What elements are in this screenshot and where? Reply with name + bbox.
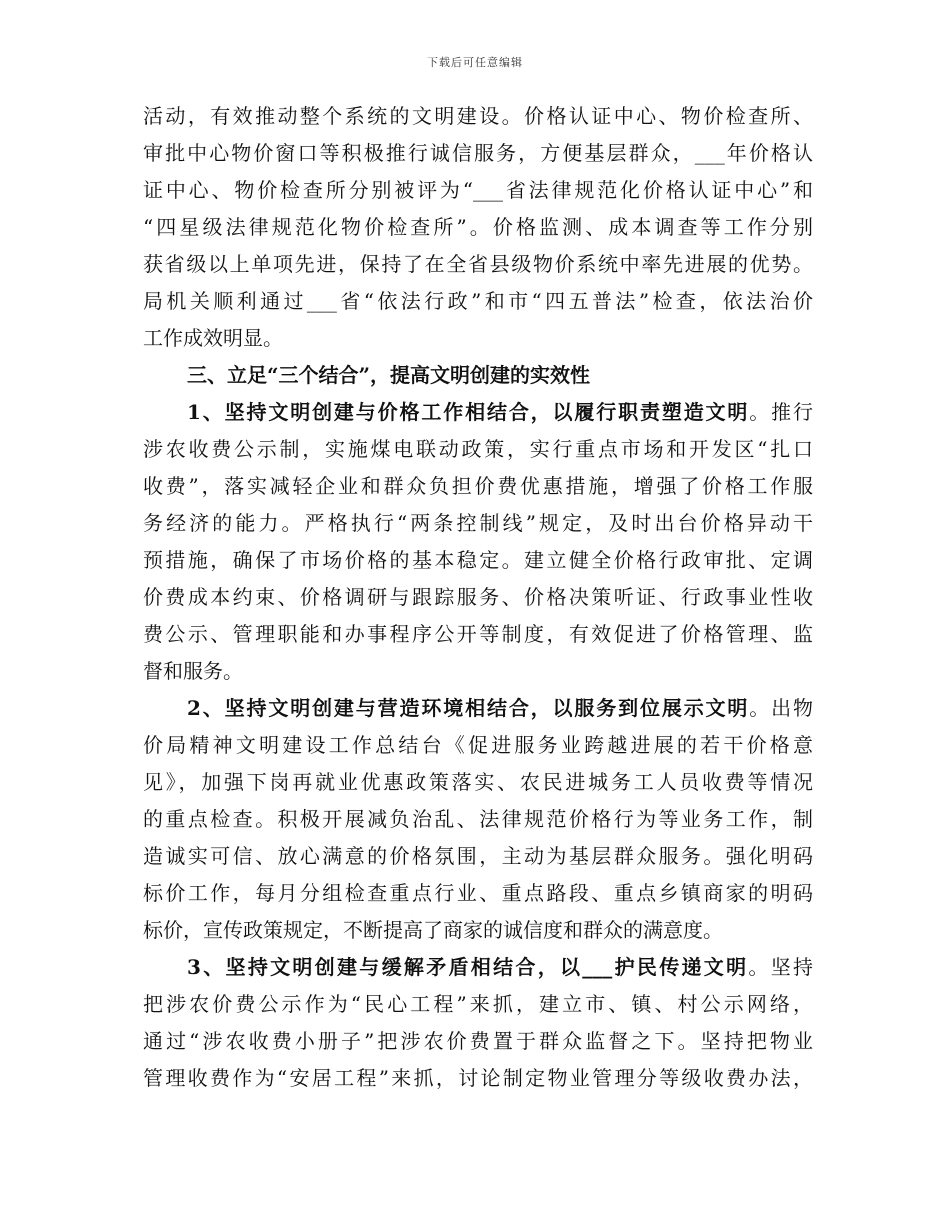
paragraph-item-1 xyxy=(143,394,813,690)
text-line: 费公示、管理职能和办事程序公开等制度，有效促进了价格管理、监 xyxy=(143,622,813,646)
text-line: 收费”，落实减轻企业和群众负担价费优惠措施，增强了价格工作服 xyxy=(143,474,813,498)
item-lead-bold: 1、坚持文明创建与价格工作相结合，以履行职责塑造文明 xyxy=(187,400,750,424)
item-lead-line xyxy=(143,949,813,986)
text-line: 局机关顺利通过___省“依法行政”和市“四五普法”检查，依法治价 xyxy=(143,289,813,313)
text-line: 获省级以上单项先进，保持了在全省县级物价系统中率先进展的优势。 xyxy=(143,252,813,276)
item-lead-tail: 。推行 xyxy=(749,400,814,424)
text-line: 价费成本约束、价格调研与跟踪服务、价格决策听证、行政事业性收 xyxy=(143,585,813,609)
page-header-note: 下载后可任意编辑 xyxy=(427,56,523,69)
text-line: 涉农收费公示制，实施煤电联动政策，实行重点市场和开发区“扎口 xyxy=(143,437,813,461)
text-line: 标价，宣传政策规定，不断提高了商家的诚信度和群众的满意度。 xyxy=(143,918,723,942)
text-line: 价局精神文明建设工作总结台《促进服务业跨越进展的若干价格意 xyxy=(143,733,813,757)
section-heading: 三、立足“三个结合”，提高文明创建的实效性 xyxy=(187,363,591,387)
item-lead-tail: 。出物 xyxy=(749,696,814,720)
item-lead-bold: 3、坚持文明创建与缓解矛盾相结合，以___护民传递文明 xyxy=(187,955,749,979)
text-line: 把涉农价费公示作为“民心工程”来抓，建立市、镇、村公示网络， xyxy=(143,992,813,1016)
text-line: 证中心、物价检查所分别被评为“___省法律规范化价格认证中心”和 xyxy=(143,178,813,202)
text-line: 造诚实可信、放心满意的价格氛围，主动为基层群众服务。强化明码 xyxy=(143,844,813,868)
paragraph-item-2 xyxy=(143,690,813,949)
text-line: 审批中心物价窗口等积极推行诚信服务，方便基层群众，___年价格认 xyxy=(143,141,813,165)
text-line: 通过“涉农收费小册子”把涉农价费置于群众监督之下。坚持把物业 xyxy=(143,1029,813,1053)
text-line: 督和服务。 xyxy=(143,659,243,683)
text-line: 见》，加强下岗再就业优惠政策落实、农民进城务工人员收费等情况 xyxy=(143,770,813,794)
item-lead-line xyxy=(143,690,813,727)
text-line: 工作成效明显。 xyxy=(143,326,283,350)
text-line: 务经济的能力。严格执行“两条控制线”规定，及时出台价格异动干 xyxy=(143,511,813,535)
document-body xyxy=(143,98,813,1097)
paragraph-item-3 xyxy=(143,949,813,1097)
text-line: 管理收费作为“安居工程”来抓，讨论制定物业管理分等级收费办法， xyxy=(143,1066,813,1090)
item-lead-line xyxy=(143,394,813,431)
text-line: 活动，有效推动整个系统的文明建设。价格认证中心、物价检查所、 xyxy=(143,104,813,128)
item-lead-tail: 。坚持 xyxy=(748,955,814,979)
text-line: 标价工作，每月分组检查重点行业、重点路段、重点乡镇商家的明码 xyxy=(143,881,813,905)
text-line: 的重点检查。积极开展减负治乱、法律规范价格行为等业务工作，制 xyxy=(143,807,813,831)
item-lead-bold: 2、坚持文明创建与营造环境相结合，以服务到位展示文明 xyxy=(187,696,750,720)
text-line: “四星级法律规范化物价检查所”。价格监测、成本调查等工作分别 xyxy=(143,215,813,239)
paragraph-1 xyxy=(143,98,813,357)
text-line: 预措施，确保了市场价格的基本稳定。建立健全价格行政审批、定调 xyxy=(143,548,813,572)
